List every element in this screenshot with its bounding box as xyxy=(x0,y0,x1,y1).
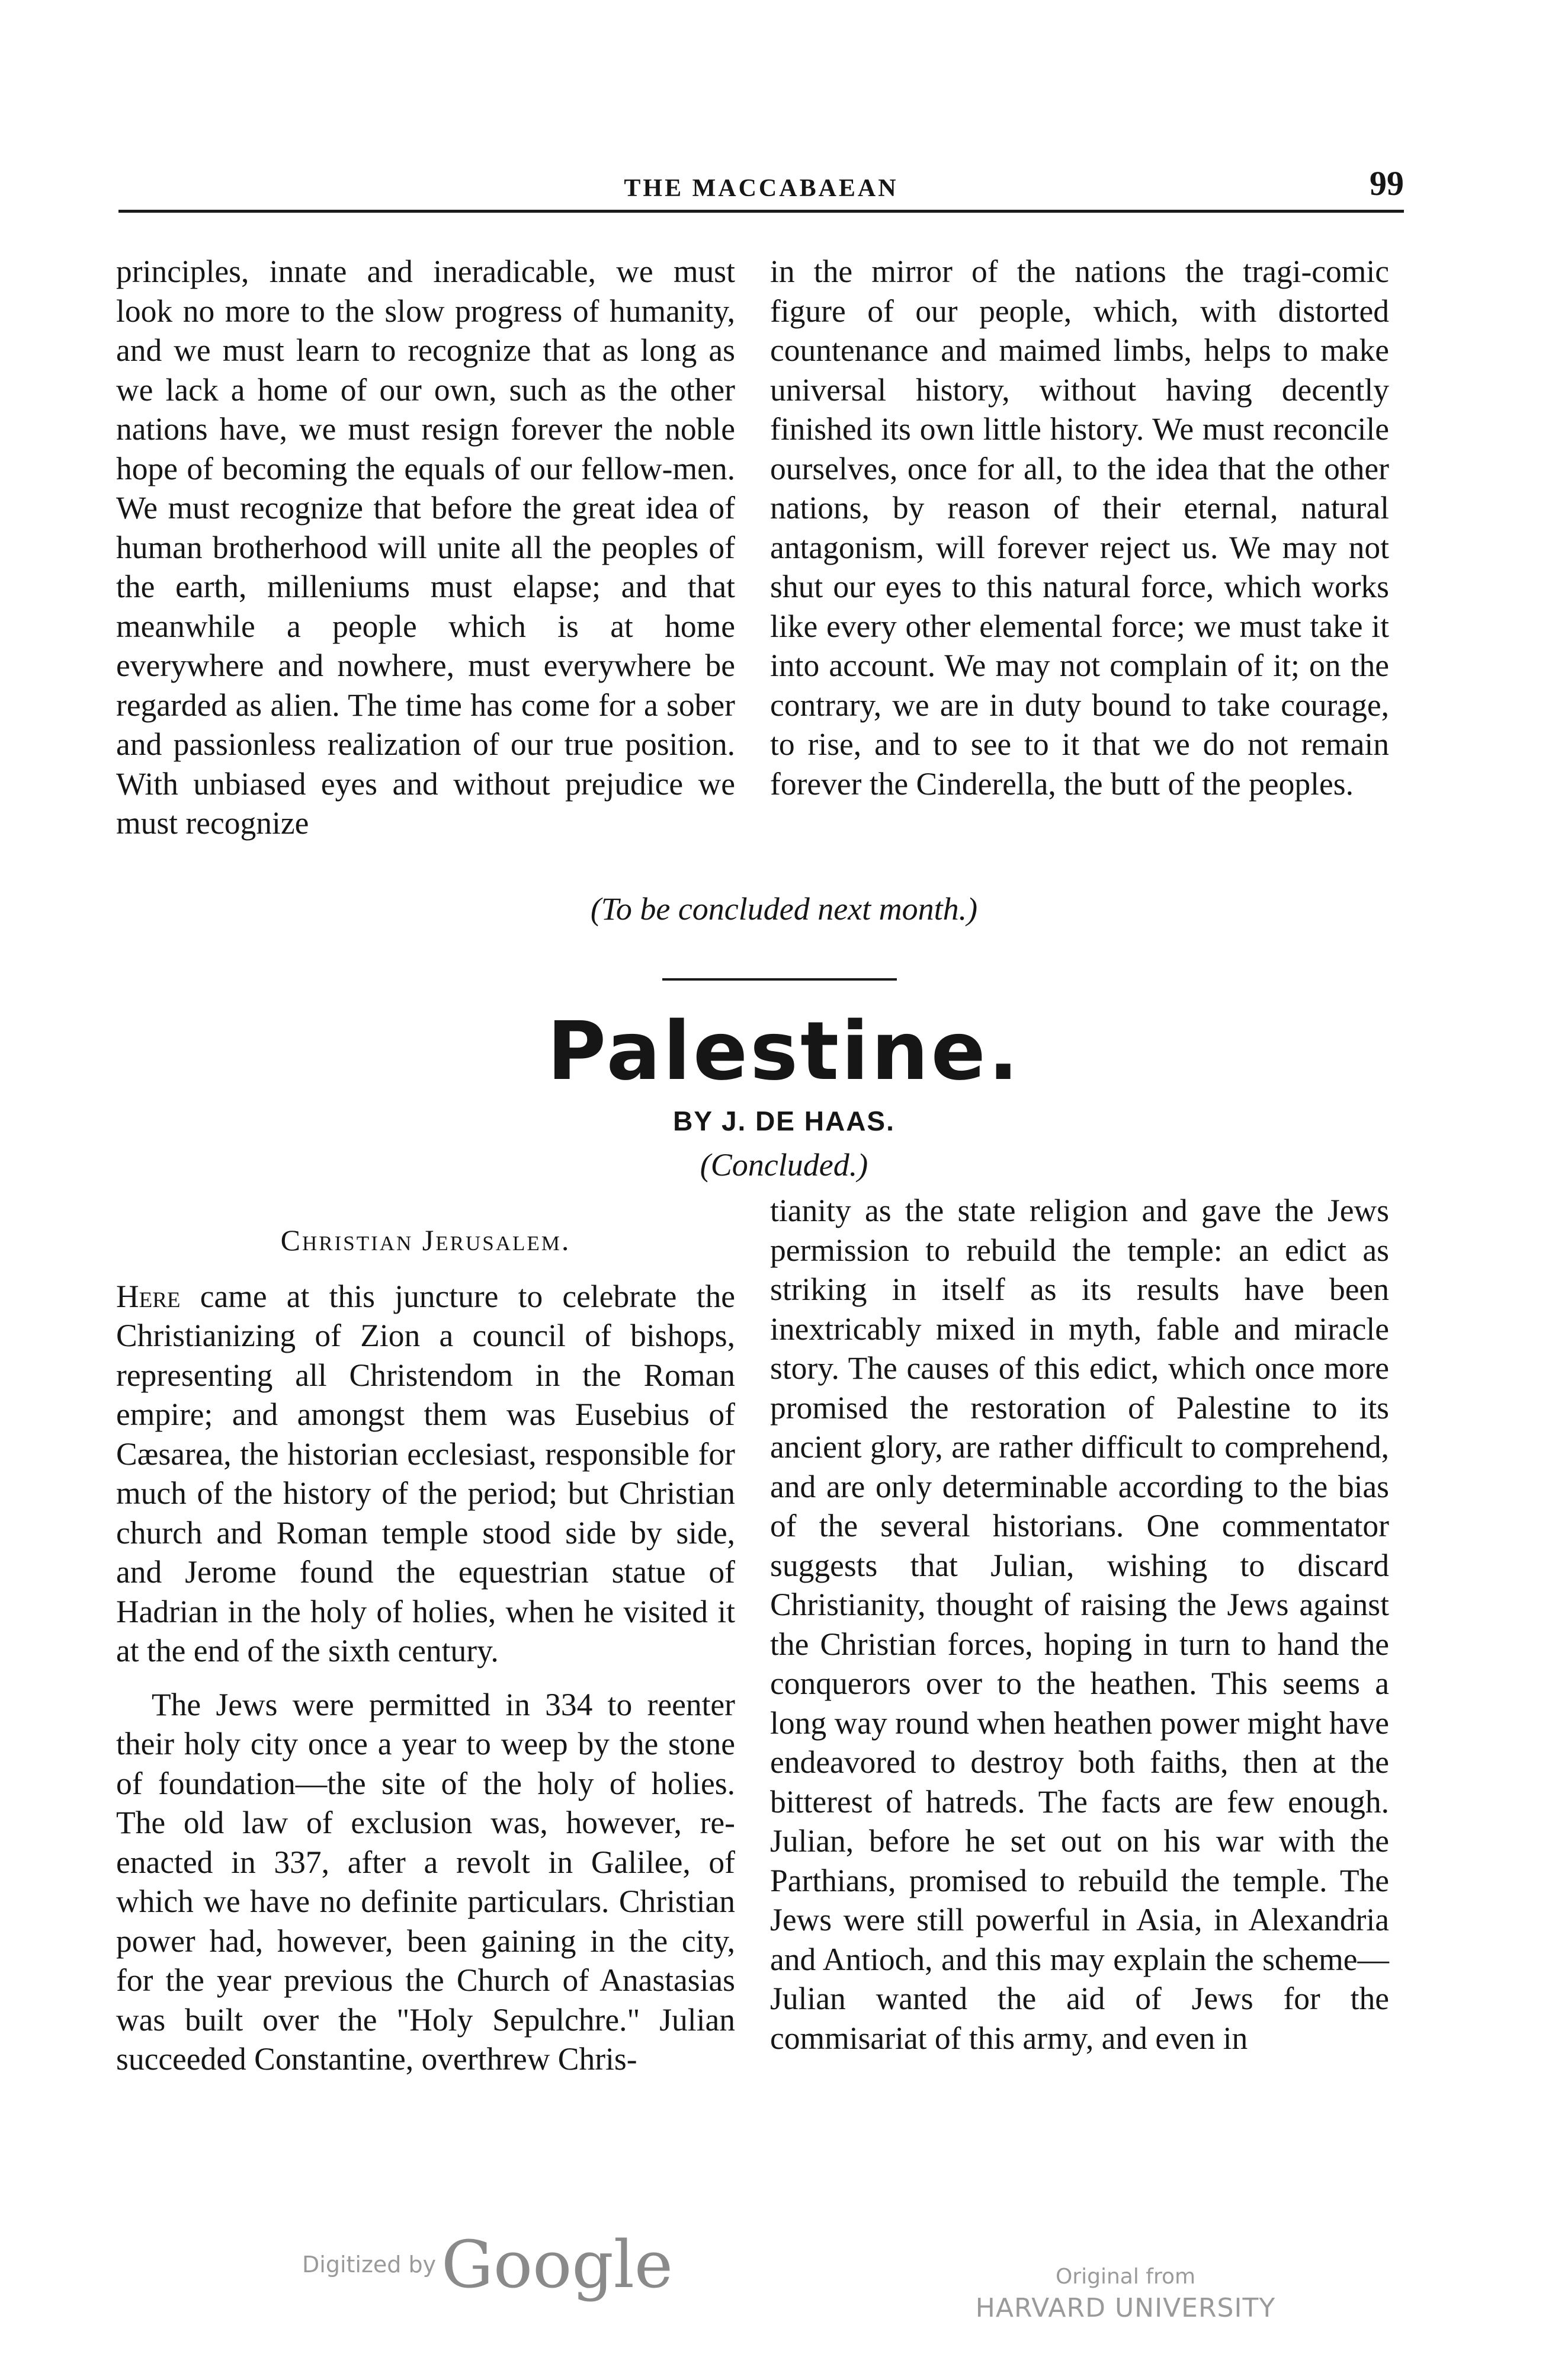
article-left-column xyxy=(116,1221,735,2079)
article-right-text: tianity as the state religion and gave the Jews permission to rebuild the temple: an edict as striking in itself as its results have been inextricably mixed in myth, fable and miracle story. The causes of this edict, which once more promised the restoration of Palestine to its ancient glory, are rather difficult to comprehend, and are only determinable according to the bias of the several historians. One commentator suggests that Julian, wishing to discard Christianity, thought of raising the Jews against the Christian forces, hoping in turn to hand the conquerors over to the heathen. This seems a long way round when heathen power might have endeavored to destroy both faiths, then at the bitterest of hatreds. The facts are few enough. Julian, before he set out on his war with the Parthians, promised to rebuild the temple. The Jews were still powerful in Asia, in Alexandria and Antioch, and this may explain the scheme—Julian wanted the aid of Jews for the commisariat of this army, and even in xyxy=(770,1193,1389,2056)
previous-article-right-text: in the mirror of the nations the tragi-comic figure of our people, which, with distorted countenance and maimed limbs, helps to make universal history, without having decently finished its own little history. We must reconcile ourselves, once for all, to the idea that the other nations, by reason of their eternal, natural antagonism, will forever reject us. We may not shut our eyes to this natural force, which works like every other elemental force; we must take it into account. We may not complain of it; on the contrary, we are in duty bound to take courage, to rise, and to see to it that we do not remain forever the Cinderella, the butt of the peoples. xyxy=(770,254,1389,802)
article-title: Palestine. xyxy=(547,1005,1021,1098)
library-name: HARVARD UNIVERSITY xyxy=(975,2293,1276,2323)
original-from-label: Original from xyxy=(1055,2265,1196,2289)
section-heading: Christian Jerusalem. xyxy=(280,1224,571,1257)
digitized-by-label: Digitized by xyxy=(302,2252,437,2278)
article-status: (Concluded.) xyxy=(700,1147,868,1183)
article-paragraph-1 xyxy=(116,1277,735,1671)
google-logo: Google xyxy=(441,2227,674,2302)
running-title: THE MACCABAEAN xyxy=(624,175,899,202)
running-head xyxy=(118,164,1404,213)
article-byline: BY J. DE HAAS. xyxy=(673,1106,895,1136)
previous-article-left-text: principles, innate and ineradicable, we must look no more to the slow progress of humanity, and we must learn to recognize that as long as we lack a home of our own, such as the other nations have, we must resign forever the noble hope of becoming the equals of our fellow-men. We must recognize that before the great idea of human brotherhood will unite all the peoples of the earth, milleniums must elapse; and that meanwhile a people which is at home everywhere and nowhere, must everywhere be regarded as alien. The time has come for a sober and passionless realization of our true position. With unbiased eyes and without prejudice we must recognize xyxy=(116,254,735,841)
article-right-column xyxy=(770,1191,1389,2058)
continuation-note: (To be concluded next month.) xyxy=(590,891,978,927)
paragraph-1-text: came at this juncture to celebrate the Christianizing of Zion a council of bishops, representing all Christendom in the Roman empire; and amongst them was Eusebius of Cæsarea, the historian ecclesiast, responsible for much of the history of the period; but Christian church and Roman temple stood side by side, and Jerome found the equestrian statue of Hadrian in the holy of holies, when he visited it at the end of the sixth century. xyxy=(116,1278,735,1668)
section-divider xyxy=(662,978,897,981)
page-number: 99 xyxy=(1370,164,1404,203)
previous-article-left-column xyxy=(116,252,735,843)
previous-article-right-column xyxy=(770,252,1389,803)
dropcap-word: Here xyxy=(116,1278,181,1314)
article-paragraph-2: The Jews were permitted in 334 to reenter their holy city once a year to weep by the stone of foundation—the site of the holy of holies. The old law of exclusion was, however, re-enacted in 337, after a revolt in Galilee, of which we have no definite particulars. Christian power had, however, been gaining in the city, for the year previous the Church of Anastasias was built over the "Holy Sepulchre." Julian succeeded Constantine, overthrew Chris- xyxy=(116,1686,735,2077)
